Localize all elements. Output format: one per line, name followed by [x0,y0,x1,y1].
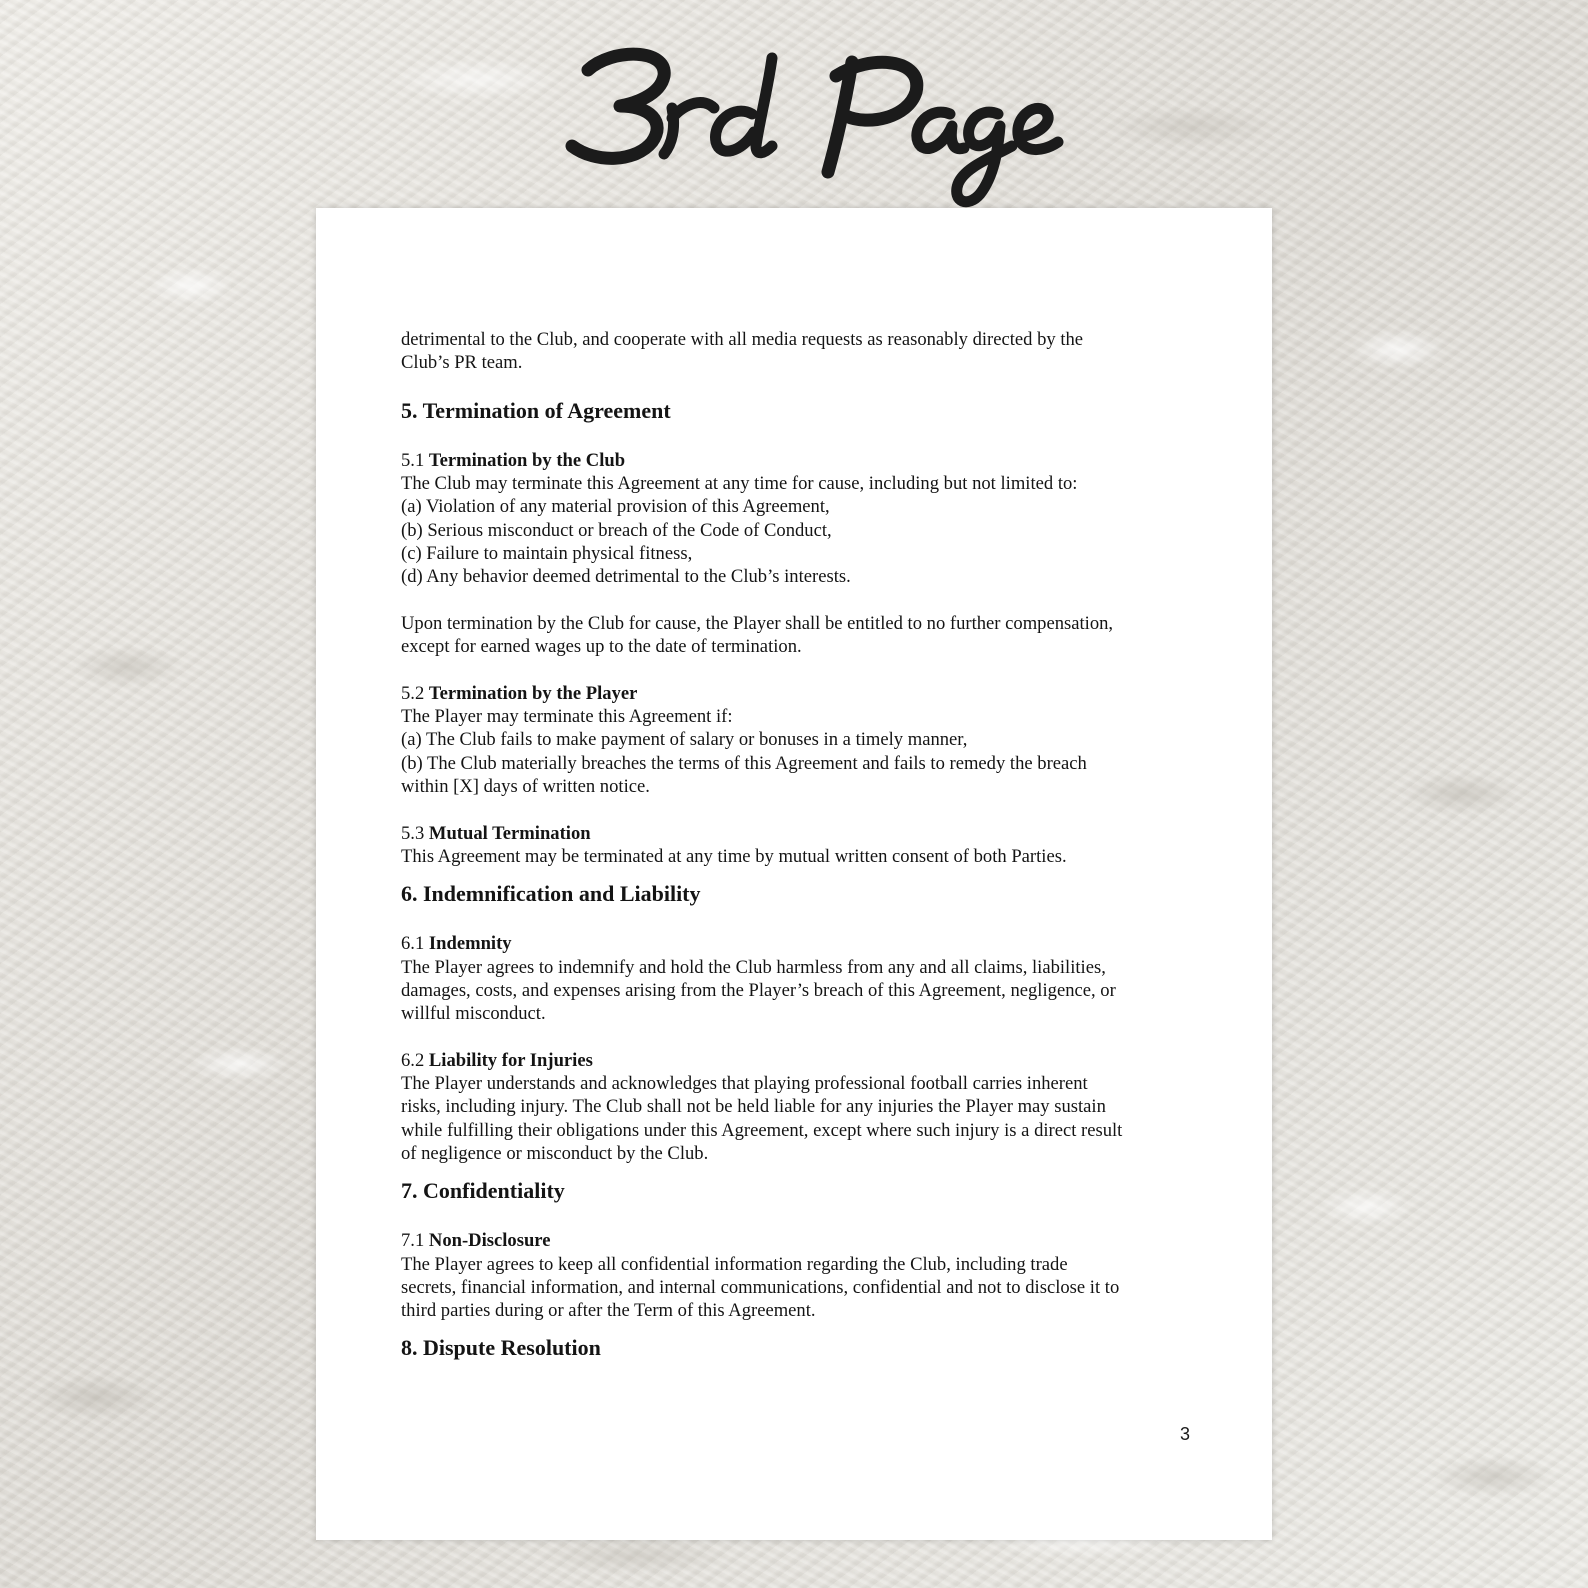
subsection-5-1-heading [401,449,1201,472]
s6-2-line: risks, including injury. The Club shall not be held liable for any injuries the Player may sustain [401,1096,1106,1118]
s5-1-line: (c) Failure to maintain physical fitness, [401,543,693,565]
subsection-title: Termination by the Player [428,682,638,704]
s5-1-line: (b) Serious misconduct or breach of the Code of Conduct, [401,519,832,541]
s6-1-line: The Player agrees to indemnify and hold the Club harmless from any and all claims, liabilities, [401,956,1106,978]
s6-1-line: willful misconduct. [401,1003,546,1025]
subsection-number: 5.3 [401,822,425,844]
s7-1-line: third parties during or after the Term of this Agreement. [401,1300,816,1322]
document-body [401,328,1201,1386]
s7-1-line: secrets, financial information, and internal communications, confidential and not to disclose it to [401,1276,1120,1298]
subsection-number: 5.1 [401,449,425,471]
s5-2-line: (a) The Club fails to make payment of salary or bonuses in a timely manner, [401,729,968,751]
intro-line-1: detrimental to the Club, and cooperate with all media requests as reasonably directed by the [401,329,1084,350]
subsection-number: 7.1 [401,1230,425,1252]
intro-line-2: Club’s PR team. [401,352,523,374]
page-number: 3 [1179,1424,1190,1444]
section-7-heading: 7. Confidentiality [401,1178,565,1204]
page-heading [0,18,1588,208]
s6-2-line: The Player understands and acknowledges that playing professional football carries inherent [401,1073,1088,1095]
subsection-number: 6.2 [401,1049,425,1071]
subsection-5-2-heading [401,682,1201,705]
s5-1-followup-line: except for earned wages up to the date of termination. [401,636,802,658]
subsection-title: Non-Disclosure [428,1230,551,1252]
section-6-heading: 6. Indemnification and Liability [401,881,701,907]
section-5-heading: 5. Termination of Agreement [401,397,671,423]
subsection-7-1-heading [401,1229,1201,1252]
subsection-6-1-heading [401,932,1201,955]
s5-2-line: (b) The Club materially breaches the terms of this Agreement and fails to remedy the breach [401,752,1087,774]
s5-1-followup-line: Upon termination by the Club for cause, the Player shall be entitled to no further compensation, [401,612,1114,634]
subsection-5-3-heading [401,822,1201,845]
script-heading-3rd-page [0,18,1588,208]
s5-1-line: (a) Violation of any material provision of this Agreement, [401,496,830,518]
subsection-6-2-heading [401,1049,1201,1072]
s6-1-line: damages, costs, and expenses arising from the Player’s breach of this Agreement, negligence, or [401,979,1116,1001]
s5-2-line: The Player may terminate this Agreement if: [401,706,733,728]
subsection-title: Termination by the Club [428,449,626,471]
subsection-number: 5.2 [401,682,425,704]
document-page [316,208,1272,1540]
subsection-title: Liability for Injuries [428,1049,593,1071]
s6-2-line: of negligence or misconduct by the Club. [401,1142,709,1164]
s5-1-line: The Club may terminate this Agreement at any time for cause, including but not limited to: [401,473,1078,495]
s5-2-line: within [X] days of written notice. [401,776,650,798]
s6-2-line: while fulfilling their obligations under this Agreement, except where such injury is a direct result [401,1119,1123,1141]
s5-1-line: (d) Any behavior deemed detrimental to the Club’s interests. [401,566,851,588]
s7-1-line: The Player agrees to keep all confidential information regarding the Club, including trade [401,1253,1068,1275]
subsection-number: 6.1 [401,933,425,955]
s5-3-line: This Agreement may be terminated at any time by mutual written consent of both Parties. [401,845,1067,867]
subsection-title: Mutual Termination [428,822,591,844]
subsection-title: Indemnity [428,933,512,955]
section-8-heading: 8. Dispute Resolution [401,1335,601,1361]
